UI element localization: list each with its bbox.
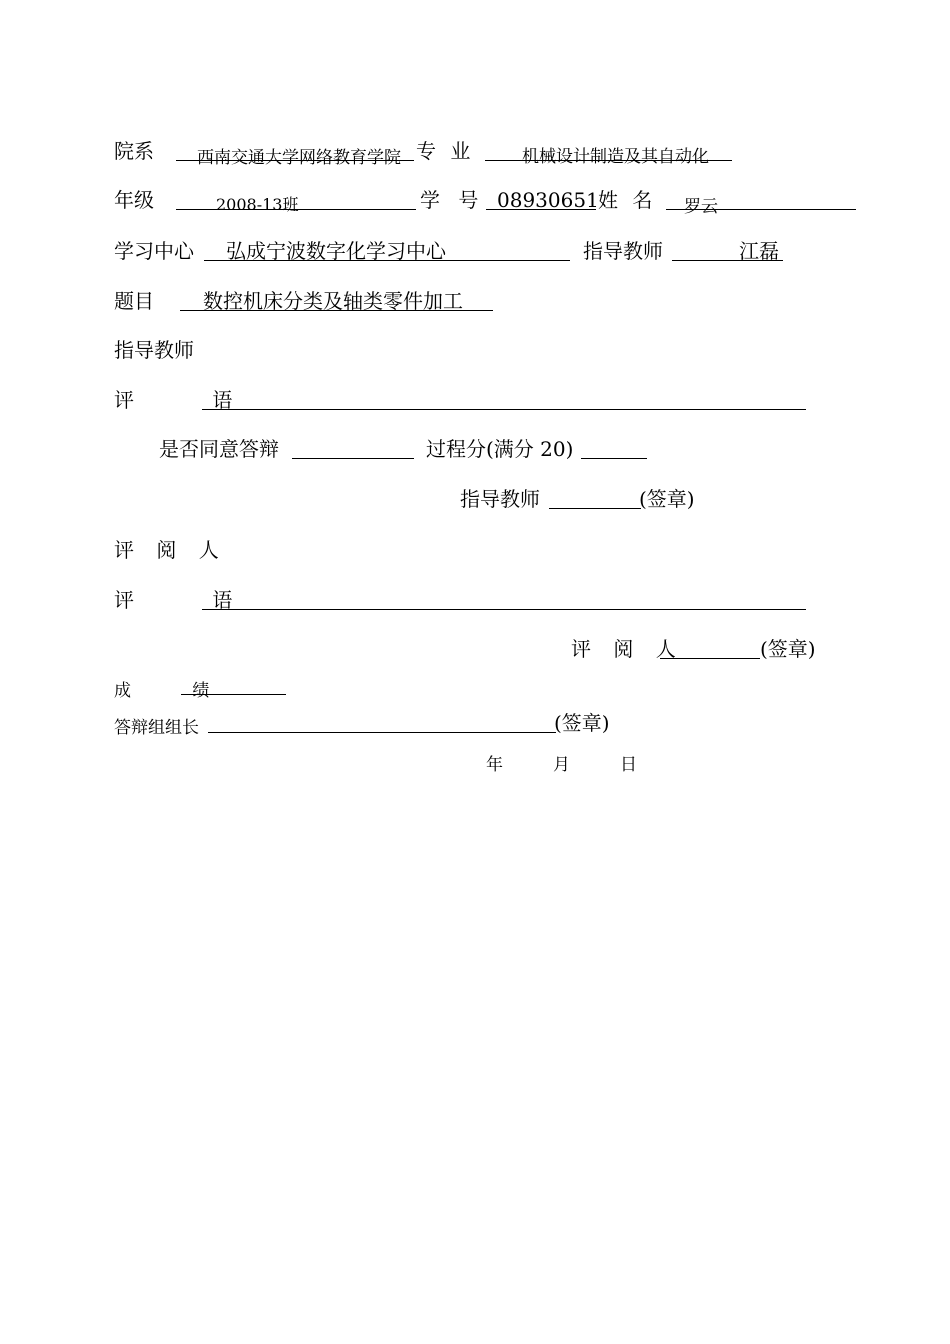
advisor-signature-line (549, 508, 641, 509)
major-underline (485, 160, 732, 161)
department-label: 院系 (114, 139, 154, 163)
process-score-label: 过程分(满分 20) (426, 437, 574, 461)
advisor-underline (672, 260, 783, 261)
defense-chair-line (208, 732, 556, 733)
name-label: 姓 名 (598, 188, 657, 212)
center-underline (204, 260, 570, 261)
advisor-section-heading: 指导教师 (114, 338, 194, 362)
name-underline (666, 209, 856, 210)
reviewer-section-heading: 评 阅 人 (114, 538, 227, 562)
major-label: 专 业 (416, 139, 475, 163)
grade-underline (176, 209, 416, 210)
reviewer-comment-label: 评 语 (114, 588, 269, 612)
advisor-value: 江磊 (739, 239, 779, 263)
advisor-label: 指导教师 (583, 239, 663, 263)
advisor-signature-label: 指导教师 (460, 487, 540, 511)
advisor-comment-label: 评 语 (114, 388, 269, 412)
grade-label: 年级 (114, 188, 154, 212)
date-day-label: 日 (620, 755, 637, 775)
defense-chair-label: 答辩组组长 (114, 718, 199, 738)
topic-underline (180, 310, 493, 311)
defense-approval-label: 是否同意答辩 (159, 437, 279, 461)
student-id-underline (486, 209, 596, 210)
reviewer-comment-line (202, 609, 806, 610)
score-line (181, 694, 286, 695)
student-id-value: 08930651 (497, 188, 599, 212)
score-label: 成 绩 (114, 681, 238, 701)
department-value: 西南交通大学网络教育学院 (197, 148, 401, 168)
defense-approval-line (292, 458, 414, 459)
center-label: 学习中心 (114, 239, 194, 263)
date-year-label: 年 (486, 755, 503, 775)
advisor-comment-line (202, 409, 806, 410)
topic-value: 数控机床分类及轴类零件加工 (203, 289, 463, 313)
center-value: 弘成宁波数字化学习中心 (226, 239, 446, 263)
topic-label: 题目 (114, 289, 154, 313)
reviewer-seal-label: (签章) (760, 637, 816, 661)
advisor-seal-label: (签章) (639, 487, 695, 511)
reviewer-signature-line (660, 658, 760, 659)
reviewer-signature-label: 评 阅 人 (571, 637, 684, 661)
name-value: 罗云 (684, 197, 718, 217)
department-underline (176, 160, 414, 161)
student-id-label: 学 号 (420, 188, 485, 212)
process-score-line (581, 458, 647, 459)
date-month-label: 月 (553, 755, 570, 775)
major-value: 机械设计制造及其自动化 (522, 147, 709, 167)
defense-seal-label: (签章) (554, 711, 610, 735)
grade-value: 2008-13班 (216, 195, 299, 214)
